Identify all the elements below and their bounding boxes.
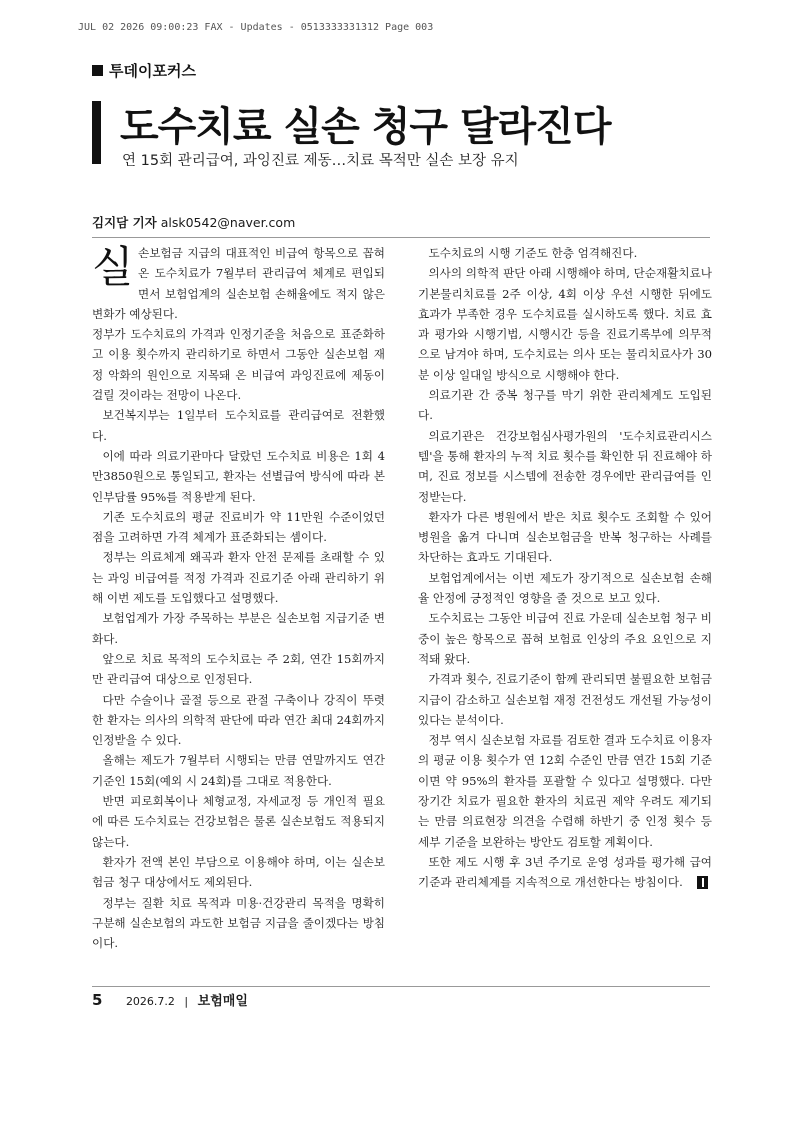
paragraph: 기존 도수치료의 평균 진료비가 약 11만원 수준이었던 점을 고려하면 가격 체계가 표준화되는 셈이다. [92, 509, 385, 545]
page-footer [92, 990, 248, 1009]
paragraph: 앞으로 치료 목적의 도수치료는 주 2회, 연간 15회까지만 관리급여 대상으로 인정된다. [92, 651, 385, 687]
paragraph: 정부가 도수치료의 가격과 인정기준을 처음으로 표준화하고 이용 횟수까지 관리하기로 하면서 그동안 실손보험 재정 악화의 원인으로 지목돼 온 비급여 과잉진료에 제동이 걸릴 것이라는 전망이 나온다. [92, 327, 385, 403]
paragraph: 의료기관은 건강보험심사평가원의 '도수치료관리시스템'을 통해 환자의 누적 치료 횟수를 확인한 뒤 진료해야 하며, 진료 정보를 시스템에 전송한 경우에만 관리급여를 인정받는다. [418, 428, 712, 504]
header-divider [92, 237, 710, 238]
paragraph [418, 852, 712, 893]
publication-name: 보험매일 [197, 994, 248, 1009]
footer-separator: | [184, 995, 189, 1008]
byline [92, 213, 295, 231]
paragraph: 다만 수술이나 골절 등으로 관절 구축이나 강직이 뚜렷한 환자는 의사의 의학적 판단에 따라 연간 최대 24회까지 인정받을 수 있다. [92, 692, 385, 748]
section-title: 투데이포커스 [109, 62, 196, 80]
article-column-left [92, 243, 385, 953]
paragraph: 정부는 질환 치료 목적과 미용·건강관리 목적을 명확히 구분해 실손보험의 과도한 보험금 지급을 줄이겠다는 방침이다. [92, 895, 385, 951]
issue-date: 2026.7.2 [125, 995, 175, 1008]
reporter-name: 김지담 기자 [92, 215, 157, 230]
paragraph: 의료기관 간 중복 청구를 막기 위한 관리체계도 도입된다. [418, 388, 712, 423]
paragraph: 정부 역시 실손보험 자료를 검토한 결과 도수치료 이용자의 평균 이용 횟수가 연 12회 수준인 만큼 연간 15회 기준이면 약 95%의 환자를 포괄할 수 있다고 설명했다. 다만 장기간 치료가 필요한 환자의 치료권 제약 우려도 제기되는 만큼 의료현장 의견을 수렴해 하반기 중 인정 횟수 등 세부 기준을 보완하는 방안도 검토할 계획이다. [418, 733, 712, 849]
paragraph: 보험업계에서는 이번 제도가 장기적으로 실손보험 손해율 안정에 긍정적인 영향을 줄 것으로 보고 있다. [418, 570, 712, 606]
paragraph: 도수치료의 시행 기준도 한층 엄격해진다. [428, 246, 638, 260]
footer-divider [92, 986, 710, 987]
paragraph: 보건복지부는 1일부터 도수치료를 관리급여로 전환했다. [92, 408, 385, 443]
paragraph: 이에 따라 의료기관마다 달랐던 도수치료 비용은 1회 4만3850원으로 통일되고, 환자는 선별급여 방식에 따라 본인부담률 95%를 적용받게 된다. [92, 448, 385, 504]
article-column-right [418, 243, 712, 893]
article-headline: 도수치료 실손 청구 달라진다 [120, 104, 611, 150]
paragraph: 보험업계가 가장 주목하는 부분은 실손보험 지급기준 변화다. [92, 611, 385, 646]
paragraph: 반면 피로회복이나 체형교정, 자세교정 등 개인적 필요에 따른 도수치료는 건강보험은 물론 실손보험도 적용되지 않는다. [92, 794, 385, 849]
paragraph: 정부는 의료체계 왜곡과 환자 안전 문제를 초래할 수 있는 과잉 비급여를 적정 가격과 진료기준 아래 관리하기 위해 이번 제도를 도입했다고 설명했다. [92, 550, 385, 606]
paragraph: 환자가 다른 병원에서 받은 치료 횟수도 조회할 수 있어 병원을 옮겨 다니며 실손보험금을 반복 청구하는 사례를 차단하는 효과도 기대된다. [418, 509, 712, 565]
paragraph: 환자가 전액 본인 부담으로 이용해야 하며, 이는 실손보험금 청구 대상에서도 제외된다. [92, 854, 385, 890]
fax-header-line: JUL 02 2026 09:00:23 FAX - Updates - 0513333331312 Page 003 [78, 22, 434, 33]
paragraph: 의사의 의학적 판단 아래 시행해야 하며, 단순재활치료나 기본물리치료를 2주 이상, 4회 이상 우선 시행한 뒤에도 효과가 부족한 경우 도수치료를 실시하도록 했다. 치료 효과 평가와 시행기법, 시행시간 등을 진료기록부에 의무적으로 남겨야 하며, 도수치료는 의사 또는 물리치료사가 30분 이상 일대일 방식으로 시행해야 한다. [418, 266, 712, 382]
square-bullet-icon [92, 65, 103, 76]
page-number: 5 [92, 991, 103, 1009]
paragraph: 도수치료는 그동안 비급여 진료 가운데 실손보험 청구 비중이 높은 항목으로 꼽혀 보험료 인상의 주요 요인으로 지적돼 왔다. [418, 611, 712, 666]
section-label [92, 60, 196, 81]
reporter-email: alsk0542@naver.com [160, 215, 296, 230]
end-of-article-icon [697, 876, 708, 889]
drop-cap: 실 [92, 243, 134, 293]
paragraph: 손보험금 지급의 대표적인 비급여 항목으로 꼽혀온 도수치료가 7월부터 관리급여 체계로 편입되면서 보험업계의 실손보험 손해율에도 적지 않은 변화가 예상된다. [92, 246, 385, 321]
paragraph: 가격과 횟수, 진료기준이 함께 관리되면 불필요한 보험금 지급이 감소하고 실손보험 재정 건전성도 개선될 가능성이 있다는 분석이다. [418, 672, 712, 727]
paragraph: 올해는 제도가 7월부터 시행되는 만큼 연말까지도 연간 기준인 15회(예외 시 24회)를 그대로 적용한다. [92, 753, 385, 788]
article-subheadline: 연 15회 관리급여, 과잉진료 제동…치료 목적만 실손 보장 유지 [122, 153, 519, 169]
headline-accent-bar [92, 101, 101, 164]
paragraph-text: 또한 제도 시행 후 3년 주기로 운영 성과를 평가해 급여기준과 관리체계를 지속적으로 개선한다는 방침이다. [418, 854, 712, 890]
